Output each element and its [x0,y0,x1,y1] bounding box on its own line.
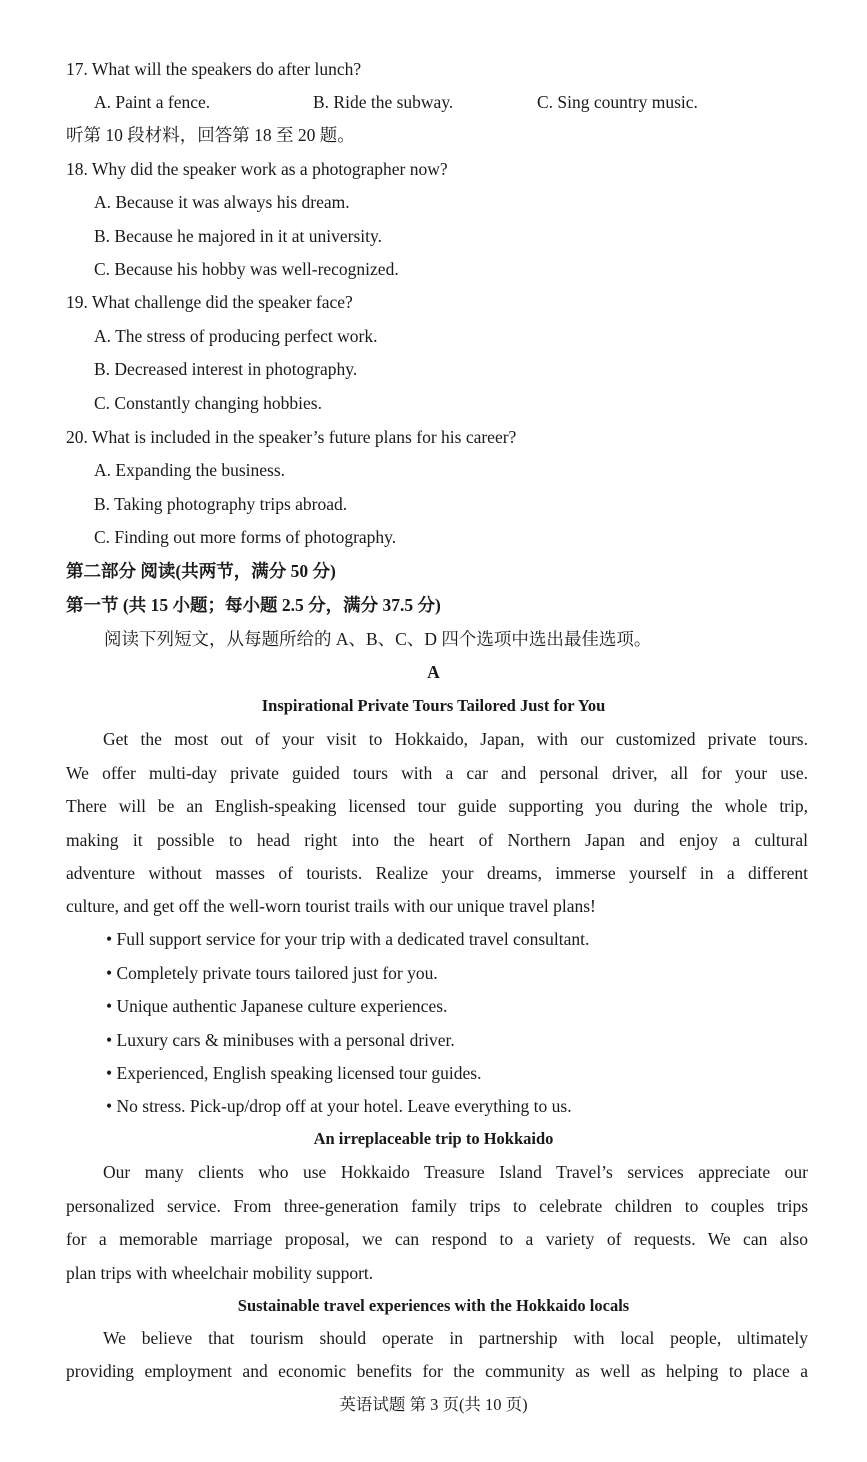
q17-option-c: C. Sing country music. [537,92,698,112]
paragraph-2-line: Our many clients who use Hokkaido Treasure Island Travel’s services appreciate our [103,1162,808,1182]
paragraph-1-line: We offer multi-day private guided tours with a car and personal driver, all for your use. [66,763,808,783]
paragraph-3-line: We believe that tourism should operate in partnership with local people, ultimately [103,1328,808,1348]
paragraph-2-line: personalized service. From three-generation family trips to celebrate children to couples trips [66,1196,808,1216]
q20-option-b: B. Taking photography trips abroad. [94,494,348,514]
q17-option-b: B. Ride the subway. [313,92,454,112]
q20-option-c: C. Finding out more forms of photography. [94,527,397,547]
q18-option-b: B. Because he majored in it at university. [94,226,383,246]
q19-option-c: C. Constantly changing hobbies. [94,393,322,413]
paragraph-1-line: making it possible to head right into the heart of Northern Japan and enjoy a cultural [66,830,808,850]
instruction-material-10: 听第 10 段材料，回答第 18 至 20 题。 [66,125,355,145]
reading-instruction: 阅读下列短文，从每题所给的 A、B、C、D 四个选项中选出最佳选项。 [104,629,652,649]
paragraph-1-line: Get the most out of your visit to Hokkaido, Japan, with our customized private tours. [103,729,808,749]
q20-option-a: A. Expanding the business. [94,460,286,480]
passage-title: Inspirational Private Tours Tailored Just for You [261,696,606,715]
q19-option-a: A. The stress of producing perfect work. [94,326,378,346]
q18-option-c: C. Because his hobby was well-recognized. [94,259,399,279]
bullet-item: • Experienced, English speaking licensed tour guides. [106,1063,482,1083]
bullet-item: • Luxury cars & minibuses with a personal driver. [106,1030,455,1050]
paragraph-1-line: culture, and get off the well-worn tourist trails with our unique travel plans! [66,896,596,916]
bullet-item: • No stress. Pick-up/drop off at your hotel. Leave everything to us. [106,1096,572,1116]
bullet-item: • Full support service for your trip with a dedicated travel consultant. [106,929,590,949]
question-19: 19. What challenge did the speaker face? [66,292,353,312]
question-20: 20. What is included in the speaker’s future plans for his career? [66,427,517,447]
question-17: 17. What will the speakers do after lunch? [66,59,362,79]
paragraph-2-line: for a memorable marriage proposal, we can respond to a variety of requests. We can also [66,1229,808,1249]
q17-option-a: A. Paint a fence. [94,92,211,112]
paragraph-1-line: There will be an English-speaking licensed tour guide supporting you during the whole trip, [66,796,808,816]
section-one-title: 第一节 (共 15 小题；每小题 2.5 分，满分 37.5 分) [66,595,441,615]
q18-option-a: A. Because it was always his dream. [94,192,350,212]
subtitle-sustainable-travel: Sustainable travel experiences with the Hokkaido locals [237,1296,630,1315]
question-18: 18. Why did the speaker work as a photographer now? [66,159,448,179]
paragraph-3-line: providing employment and economic benefits for the community as well as helping to place a [66,1361,808,1381]
q19-option-b: B. Decreased interest in photography. [94,359,358,379]
subtitle-irreplaceable-trip: An irreplaceable trip to Hokkaido [313,1129,554,1148]
passage-letter: A [427,662,440,682]
bullet-item: • Unique authentic Japanese culture experiences. [106,996,448,1016]
paragraph-1-line: adventure without masses of tourists. Realize your dreams, immerse yourself in a different [66,863,808,883]
part-two-title: 第二部分 阅读(共两节，满分 50 分) [66,561,336,581]
page-footer: 英语试题 第 3 页(共 10 页) [339,1395,528,1414]
bullet-item: • Completely private tours tailored just for you. [106,963,438,983]
paragraph-2-line: plan trips with wheelchair mobility support. [66,1263,374,1283]
